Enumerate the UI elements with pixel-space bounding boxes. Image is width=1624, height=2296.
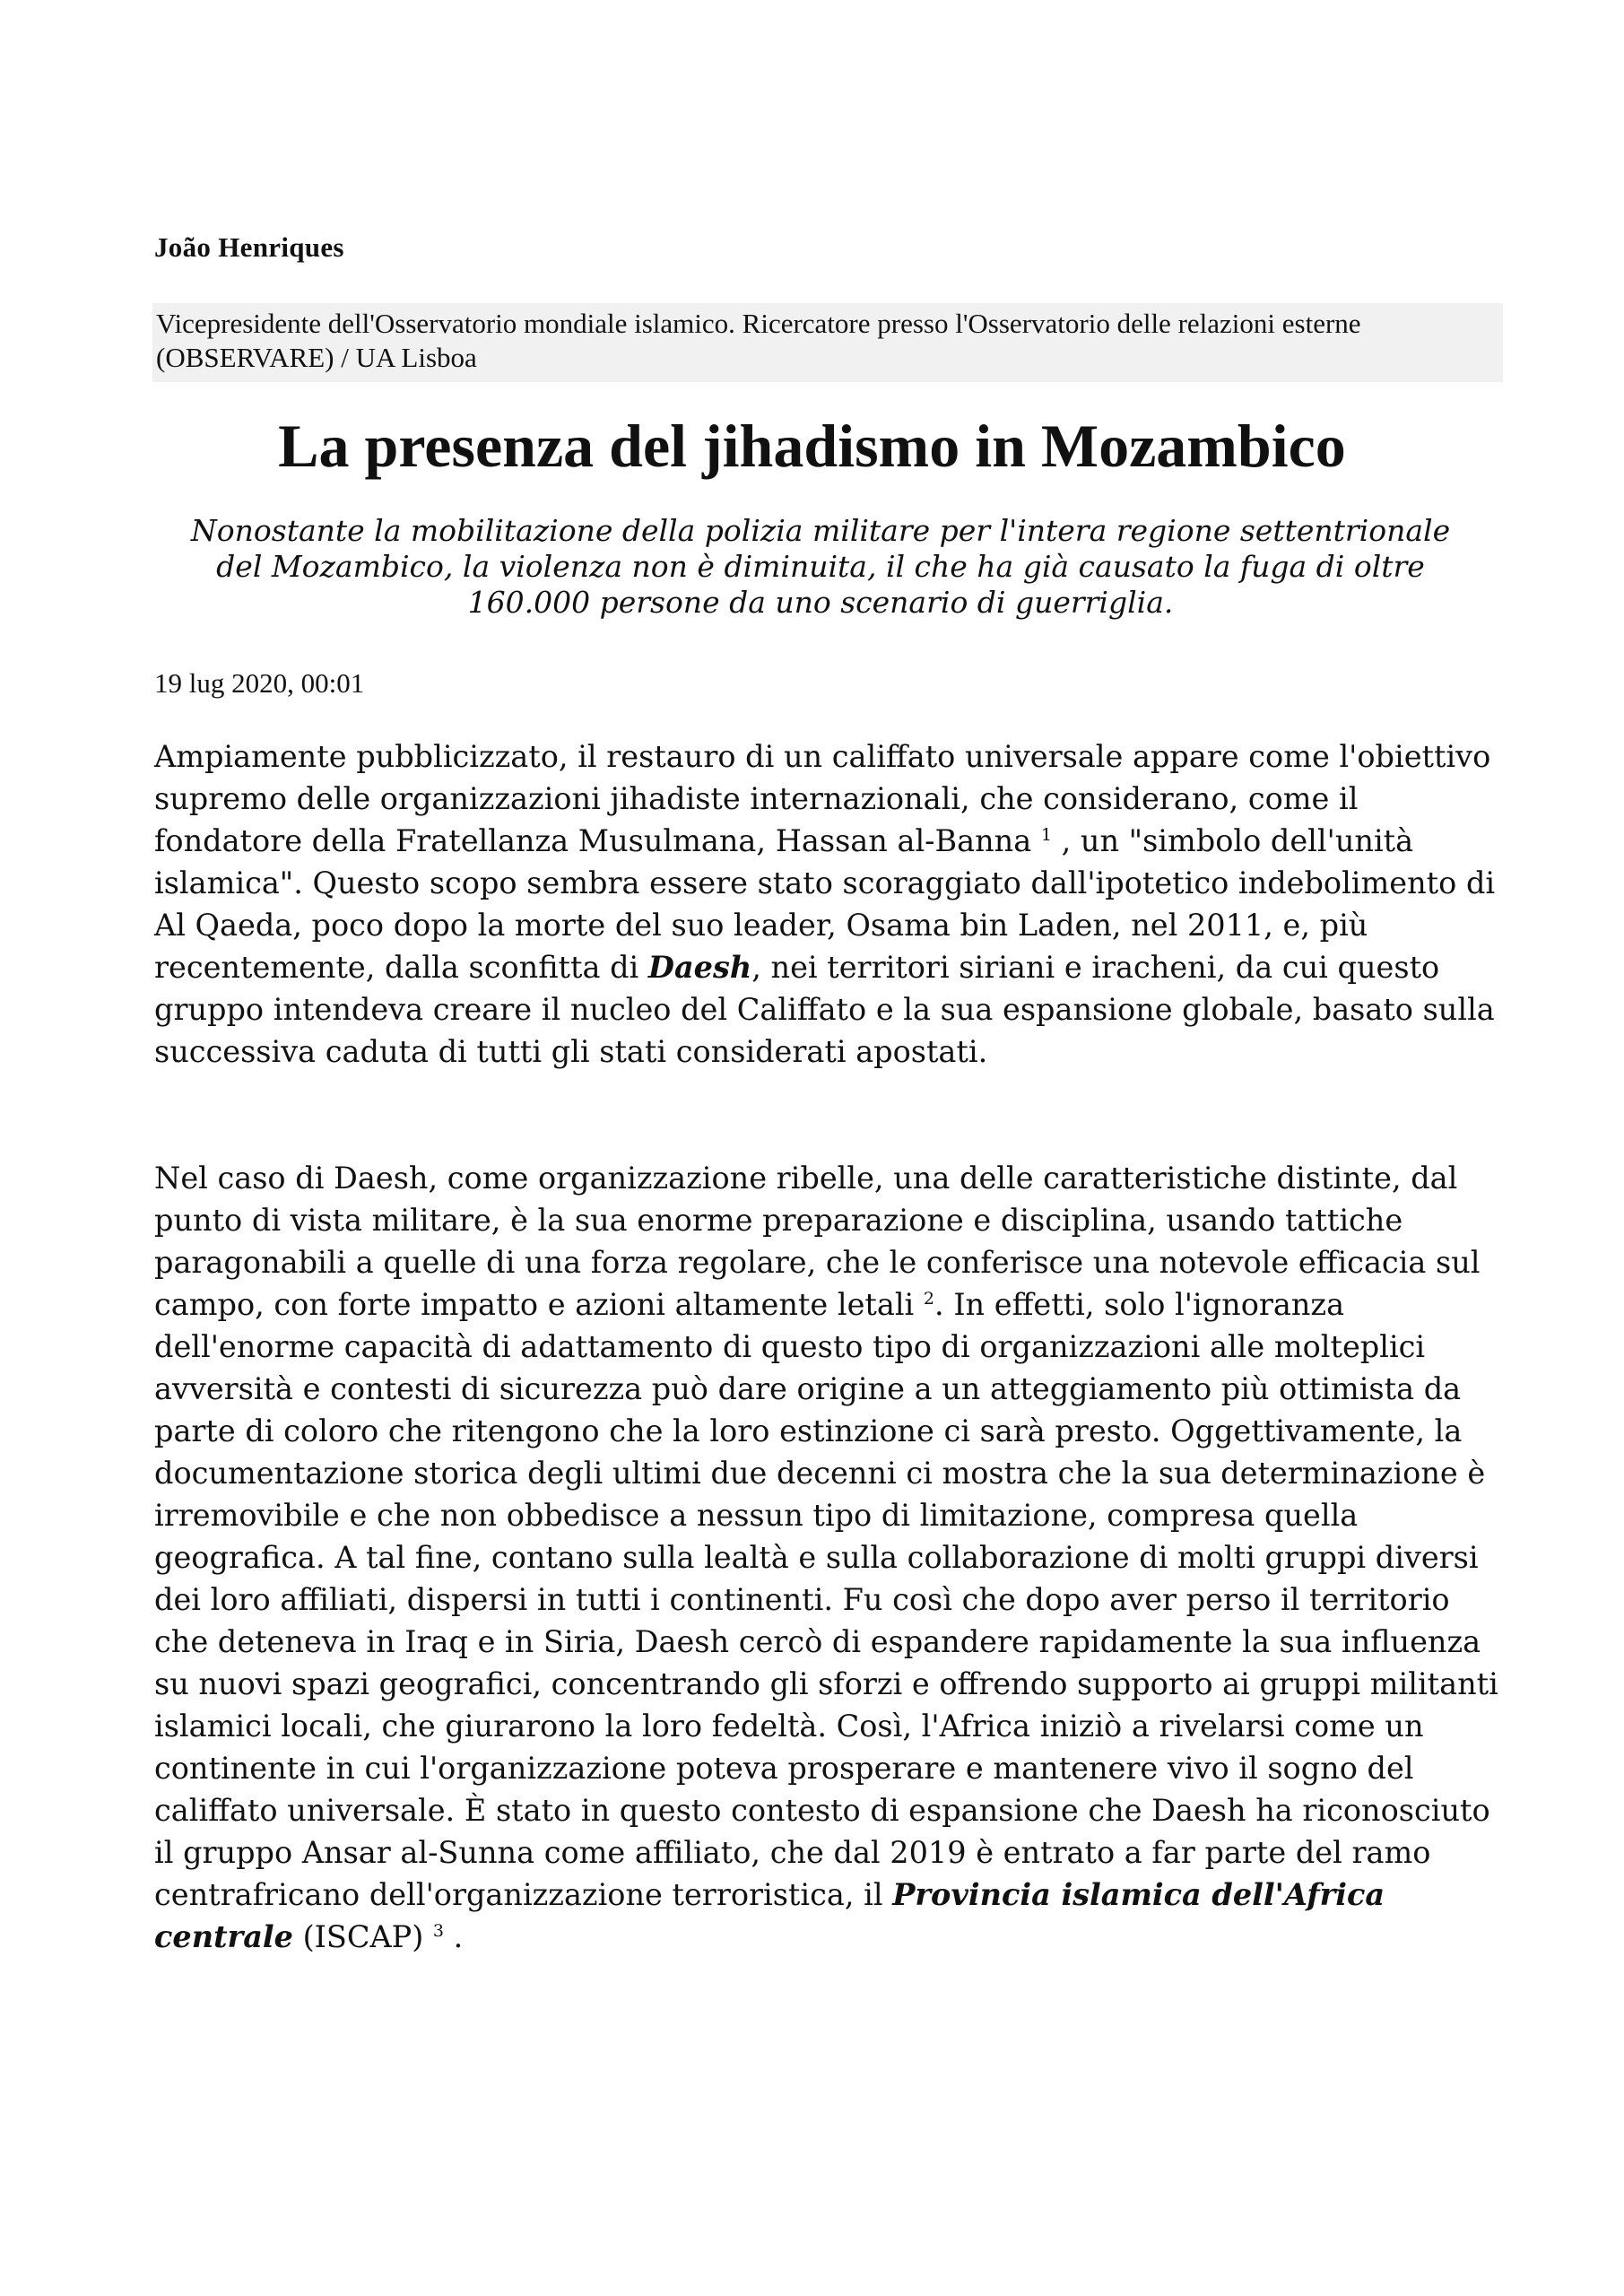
paragraph-text: Ampiamente pubblicizzato, il restauro di un califfato universale appare come l'obiettivo supremo delle organizzazioni jihadiste internazionali, che considerano, come il fondatore della Fratellanza Musulmana, Hassan al-Banna (154, 739, 1491, 858)
author-name: João Henriques (154, 231, 344, 263)
paragraph-text: (ISCAP) (292, 1919, 433, 1954)
paragraph-text: , un "simbolo dell'unità islamica". Questo scopo sembra essere stato scoraggiato dall'ipotetico indebolimento di Al Qaeda, poco dopo la morte del suo leader, Osama bin Laden, nel 2011, e, più recentemente, dalla sconfitta di (154, 823, 1496, 985)
footnote-ref-3[interactable]: 3 (432, 1921, 445, 1941)
emphasis-daesh: Daesh (647, 950, 752, 985)
paragraph-text: . In effetti, solo l'ignoranza dell'enorme capacità di adattamento di questo tipo di organizzazioni alle molteplici avversità e contesti di sicurezza può dare origine a un atteggiamento più ottimista da parte di coloro che ritengono che la loro estinzione ci sarà presto. Oggettivamente, la documentazione storica degli ultimi due decenni ci mostra che la sua determinazione è irremovibile e che non obbedisce a nessun tipo di limitazione, compresa quella geografica. A tal fine, contano sulla lealtà e sulla collaborazione di molti gruppi diversi dei loro affiliati, dispersi in tutti i continenti. Fu così che dopo aver perso il territorio che deteneva in Iraq e in Siria, Daesh cercò di espandere rapidamente la sua influenza su nuovi spazi geografici, concentrando gli sforzi e offrendo supporto ai gruppi militanti islamici locali, che giurarono la loro fedeltà. Così, l'Africa iniziò a rivelarsi come un continente in cui l'organizzazione poteva prosperare e mantenere vivo il sogno del califfato universale. È stato in questo contesto di espansione che Daesh ha riconosciuto il gruppo Ansar al-Sunna come affiliato, che dal 2019 è entrato a far parte del ramo centrafricano dell'organizzazione terroristica, il (154, 1287, 1498, 1912)
article-subtitle: Nonostante la mobilitazione della polizia militare per l'intera regione settentrionale del Mozambico, la violenza non è diminuita, il che ha già causato la fuga di oltre 160.000 persone da uno scenario di guerriglia. (190, 513, 1451, 620)
paragraph-text: . (444, 1919, 464, 1954)
footnote-ref-2[interactable]: 2 (923, 1289, 935, 1309)
emphasis-iscap: Provincia islamica dell'Africa centrale (154, 1877, 1385, 1954)
footnote-ref-1[interactable]: 1 (1040, 825, 1052, 845)
body-paragraph-2 (154, 1157, 1499, 1958)
paragraph-text: Nel caso di Daesh, come organizzazione ribelle, una delle caratteristiche distinte, dal punto di vista militare, è la sua enorme preparazione e disciplina, usando tattiche paragonabili a quelle di una forza regolare, che le conferisce una notevole efficacia sul campo, con forte impatto e azioni altamente letali (154, 1161, 1481, 1322)
article-title: La presenza del jihadismo in Mozambico (278, 412, 1346, 480)
paragraph-text: , nei territori siriani e iracheni, da cui questo gruppo intendeva creare il nucleo del Califfato e la sua espansione globale, basato sulla successiva caduta di tutti gli stati considerati apostati. (154, 950, 1495, 1069)
body-paragraph-1 (154, 735, 1499, 1073)
publication-date: 19 lug 2020, 00:01 (154, 667, 365, 699)
author-affiliation: Vicepresidente dell'Osservatorio mondiale islamico. Ricercatore presso l'Osservatorio delle relazioni esterne (OBSERVARE) / UA Lisboa (152, 303, 1503, 382)
